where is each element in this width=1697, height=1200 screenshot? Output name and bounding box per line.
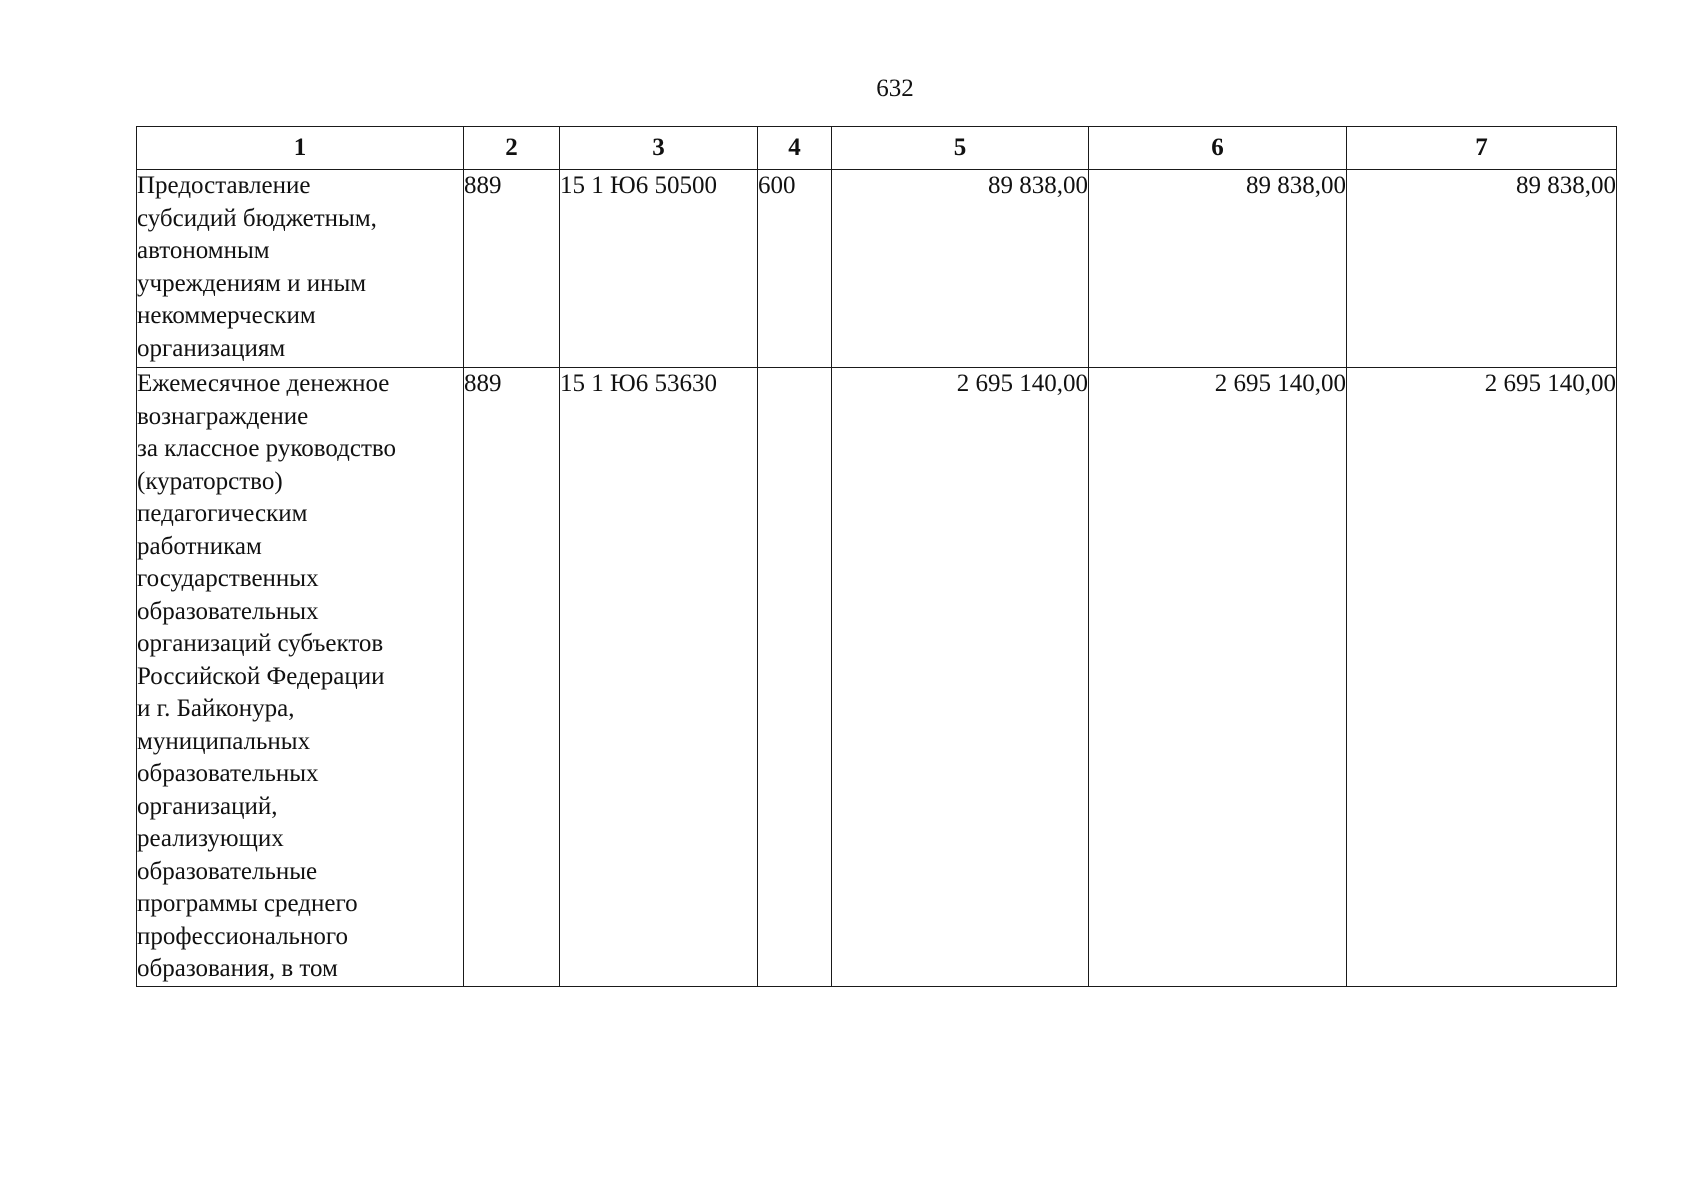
target-article-cell: 15 1 Ю6 53630 (560, 368, 758, 987)
name-line: Ежемесячное денежное (137, 370, 390, 397)
name-line: учреждениям и иным (137, 269, 367, 297)
name-line: образования, в том (137, 955, 338, 982)
table-row (137, 170, 1617, 368)
name-line: за классное руководство (137, 435, 396, 462)
header-col-1: 1 (137, 127, 464, 170)
name-line: организациям (137, 334, 286, 362)
expense-type-cell (758, 368, 832, 987)
name-line: организаций, (137, 792, 278, 820)
amount-col-5-cell: 2 695 140,00 (832, 368, 1089, 987)
name-line: автономным (137, 237, 270, 264)
header-col-7: 7 (1347, 127, 1617, 170)
ministry-code-cell: 889 (464, 170, 560, 368)
header-col-5: 5 (832, 127, 1089, 170)
name-line: субсидий бюджетным, (137, 204, 377, 232)
name-line: образовательных (137, 597, 319, 625)
name-line: образовательных (137, 760, 319, 787)
amount-col-7-cell: 89 838,00 (1347, 170, 1617, 368)
name-line: (кураторство) (137, 467, 283, 495)
name-line: вознаграждение (137, 402, 309, 430)
name-line: педагогическим (137, 500, 308, 527)
row-name-cell (137, 368, 464, 987)
amount-col-6-cell: 89 838,00 (1089, 170, 1347, 368)
row-name-cell (137, 170, 464, 368)
header-col-3: 3 (560, 127, 758, 170)
name-line: реализующих (137, 825, 284, 852)
name-line: и г. Байконура, (137, 695, 295, 722)
name-line: организаций субъектов (137, 630, 384, 657)
name-line: некоммерческим (137, 302, 316, 329)
header-col-6: 6 (1089, 127, 1347, 170)
name-line: профессионального (137, 922, 348, 950)
amount-col-6-cell: 2 695 140,00 (1089, 368, 1347, 987)
header-col-2: 2 (464, 127, 560, 170)
page-number: 632 (876, 75, 914, 102)
amount-col-7-cell: 2 695 140,00 (1347, 368, 1617, 987)
amount-col-5-cell: 89 838,00 (832, 170, 1089, 368)
name-line: муниципальных (137, 727, 311, 755)
name-line: Предоставление (137, 172, 311, 199)
target-article-cell: 15 1 Ю6 50500 (560, 170, 758, 368)
table-row (137, 368, 1617, 987)
budget-table (136, 126, 1617, 987)
name-line: Российской Федерации (137, 662, 385, 690)
name-line: программы среднего (137, 890, 358, 917)
header-col-4: 4 (758, 127, 832, 170)
name-line: образовательные (137, 857, 318, 885)
expense-type-cell: 600 (758, 170, 832, 368)
ministry-code-cell: 889 (464, 368, 560, 987)
header-row (137, 127, 1617, 170)
name-line: государственных (137, 565, 319, 592)
name-line: работникам (137, 532, 262, 560)
